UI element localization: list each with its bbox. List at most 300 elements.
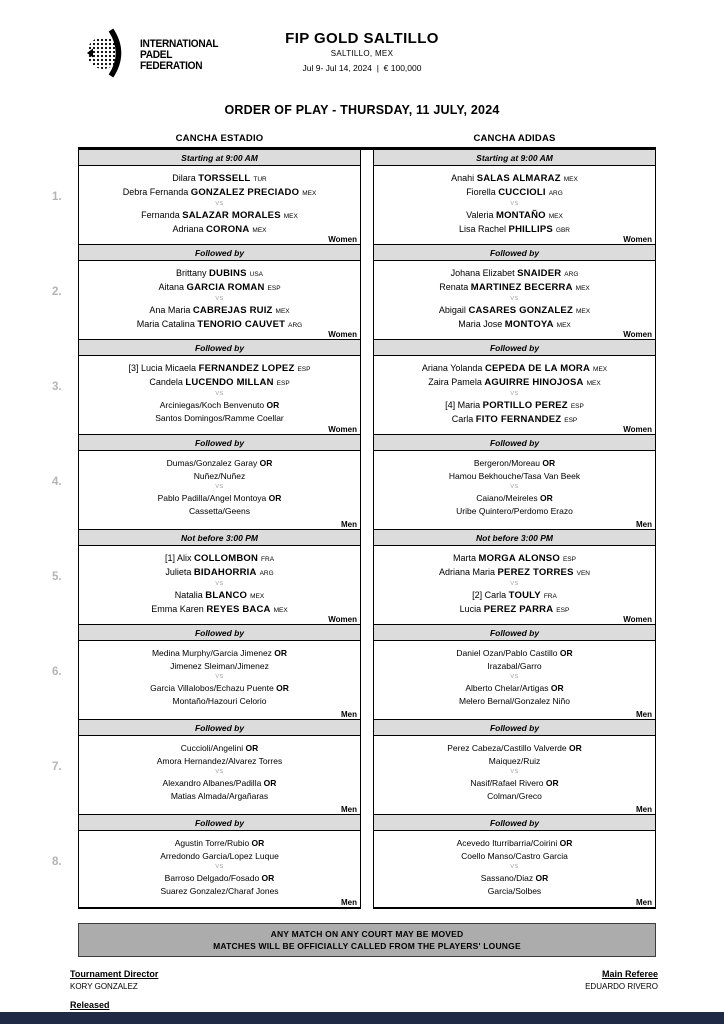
country-code: MEX [252, 227, 267, 234]
vs-label: VS [215, 391, 224, 397]
player-first-name: Carla [451, 414, 476, 424]
tournament-director-name: KORY GONZALEZ [70, 982, 138, 991]
match-number: 6. [52, 665, 62, 678]
vs-label: VS [510, 484, 519, 490]
country-code: ESP [276, 380, 290, 387]
player-line [79, 267, 360, 281]
player-last-name: CORONA [206, 224, 250, 235]
player-last-name: GARCIA ROMAN [186, 282, 265, 293]
ipf-globe-icon [84, 26, 134, 85]
player-last-name: SNAIDER [517, 268, 562, 279]
player-first-name: [2] Carla [472, 590, 509, 600]
country-code: TUR [253, 176, 267, 183]
gender-label: Men [636, 898, 652, 907]
country-code: USA [249, 271, 263, 278]
gender-label: Men [636, 520, 652, 529]
player-last-name: SALAS ALMARAZ [476, 173, 561, 184]
player-line [374, 281, 655, 295]
player-first-name: Uribe Quintero/Perdomo Erazo [456, 506, 573, 516]
player-first-name: Aitana [158, 282, 187, 292]
match-number: 7. [52, 760, 62, 773]
match-number: 8. [52, 855, 62, 868]
player-first-name: [1] Alix [164, 553, 194, 563]
player-last-name: CABREJAS RUIZ [192, 305, 273, 316]
player-last-name: MONTOYA [504, 319, 554, 330]
country-code: ARG [564, 271, 579, 278]
player-last-name: PORTILLO PEREZ [482, 400, 568, 411]
court-column-left [78, 814, 361, 909]
player-first-name: [4] Maria [445, 400, 483, 410]
player-last-name: CASARES GONZALEZ [468, 305, 573, 316]
match-cell [374, 166, 655, 244]
main-referee-label: Main Referee [601, 969, 658, 979]
qualifier-line [79, 660, 360, 673]
qualifier-line [374, 660, 655, 673]
player-line [79, 209, 360, 223]
player-last-name: SALAZAR MORALES [182, 210, 281, 221]
player-line [79, 566, 360, 580]
ipf-logo [84, 26, 225, 85]
player-first-name: Alexandro Albanes/Padilla [162, 778, 262, 788]
player-first-name: Fernanda [141, 210, 183, 220]
court-header-adidas: CANCHA ADIDAS [473, 133, 556, 144]
schedule-band: Followed by [79, 244, 360, 261]
player-first-name: Fiorella [466, 187, 499, 197]
gender-label: Women [623, 330, 652, 339]
qualifier-line [79, 457, 360, 470]
player-first-name: Lisa Rachel [459, 224, 509, 234]
player-first-name: Colman/Greco [487, 791, 542, 801]
court-column-left [78, 719, 361, 814]
player-line [79, 186, 360, 200]
player-first-name: Dilara [172, 173, 199, 183]
player-line [79, 304, 360, 318]
player-first-name: Lucia [459, 604, 484, 614]
qualifier-line [374, 695, 655, 708]
vs-label: VS [510, 201, 519, 207]
match-cell [374, 451, 655, 529]
or-label: OR [259, 873, 275, 883]
qualifier-line [374, 492, 655, 505]
country-code: ESP [562, 556, 576, 563]
vs-label: VS [215, 201, 224, 207]
player-line [79, 589, 360, 603]
schedule-band: Followed by [374, 339, 655, 356]
match-cell [374, 546, 655, 624]
player-last-name: PHILLIPS [508, 224, 553, 235]
country-code: ESP [564, 417, 578, 424]
gender-label: Women [328, 235, 357, 244]
player-first-name: Perez Cabeza/Castillo Valverde [447, 743, 567, 753]
player-last-name: COLLOMBON [193, 553, 259, 564]
player-last-name: CUCCIOLI [498, 187, 546, 198]
match-cell [79, 451, 360, 529]
player-last-name: TENORIO CAUVET [197, 319, 286, 330]
country-code: MEX [556, 322, 571, 329]
court-column-left [78, 339, 361, 434]
player-first-name: Agustin Torre/Rubio [174, 838, 250, 848]
court-column-left [78, 624, 361, 719]
qualifier-line [374, 790, 655, 803]
player-last-name: LUCENDO MILLAN [185, 377, 274, 388]
player-line [79, 362, 360, 376]
match-cell [374, 261, 655, 339]
vs-label: VS [215, 864, 224, 870]
player-last-name: TOULY [508, 590, 541, 601]
qualifier-line [79, 742, 360, 755]
match-3 [52, 339, 656, 434]
player-first-name: Candela [149, 377, 186, 387]
vs-label: VS [215, 769, 224, 775]
qualifier-line [374, 505, 655, 518]
player-last-name: MORGA ALONSO [478, 553, 560, 564]
qualifier-line [79, 837, 360, 850]
schedule-band: Followed by [79, 434, 360, 451]
match-cell [374, 356, 655, 434]
brand-line: FEDERATION [140, 60, 203, 72]
player-first-name: Renata [439, 282, 471, 292]
player-first-name: Arredondo Garcia/Lopez Luque [160, 851, 279, 861]
qualifier-line [374, 777, 655, 790]
schedule-band: Followed by [374, 814, 655, 831]
player-line [374, 209, 655, 223]
player-first-name: Garcia Villalobos/Echazu Puente [150, 683, 274, 693]
vs-label: VS [510, 391, 519, 397]
match-cell [79, 641, 360, 719]
qualifier-line [79, 790, 360, 803]
player-last-name: PEREZ TORRES [497, 567, 574, 578]
gender-label: Women [328, 615, 357, 624]
court-header-estadio: CANCHA ESTADIO [175, 133, 264, 144]
player-line [374, 186, 655, 200]
qualifier-line [79, 470, 360, 483]
country-code: FRA [543, 593, 557, 600]
or-label: OR [540, 458, 556, 468]
player-first-name: Jimenez Sleiman/Jimenez [170, 661, 269, 671]
or-label: OR [548, 683, 564, 693]
player-last-name: BLANCO [205, 590, 248, 601]
vs-label: VS [215, 581, 224, 587]
or-label: OR [264, 400, 280, 410]
qualifier-line [79, 695, 360, 708]
country-code: MEX [575, 285, 590, 292]
player-line [374, 318, 655, 332]
country-code: ESP [570, 403, 584, 410]
schedule-wrap [52, 133, 656, 909]
schedule-band: Not before 3:00 PM [79, 529, 360, 546]
ipf-wordmark [140, 39, 218, 72]
or-label: OR [566, 743, 582, 753]
country-code: MEX [275, 308, 290, 315]
or-label: OR [533, 873, 549, 883]
qualifier-line [374, 755, 655, 768]
player-line [374, 589, 655, 603]
notice-line: ANY MATCH ON ANY COURT MAY BE MOVED [270, 929, 464, 939]
player-first-name: Anahi [451, 173, 477, 183]
player-last-name: FITO FERNANDEZ [475, 414, 562, 425]
country-code: ARG [548, 190, 563, 197]
country-code: MEX [575, 308, 591, 315]
qualifier-line [374, 682, 655, 695]
or-label: OR [271, 648, 288, 658]
player-first-name: Maiquez/Ruiz [488, 756, 541, 766]
qualifier-line [374, 457, 655, 470]
schedule-band: Not before 3:00 PM [374, 529, 655, 546]
player-line [79, 318, 360, 332]
player-first-name: Emma Karen [151, 604, 207, 614]
court-column-left [78, 529, 361, 624]
match-cell [79, 356, 360, 434]
or-label: OR [537, 493, 553, 503]
court-column-left [78, 244, 361, 339]
player-last-name: GONZALEZ PRECIADO [190, 187, 300, 198]
qualifier-line [79, 505, 360, 518]
schedule-band: Starting at 9:00 AM [374, 150, 655, 166]
court-column-right [373, 529, 656, 624]
player-first-name: Medina Murphy/Garcia Jimenez [151, 648, 272, 658]
court-column-left [78, 150, 361, 244]
player-last-name: MONTAÑO [495, 210, 546, 221]
player-first-name: Caiano/Meireles [476, 493, 538, 503]
country-code: MEX [586, 380, 601, 387]
player-first-name: Julieta [165, 567, 194, 577]
released-label: Released [70, 1000, 110, 1010]
player-first-name: Sassano/Diaz [480, 873, 534, 883]
vs-label: VS [215, 674, 224, 680]
player-first-name: Melero Bernal/Gonzalez Niño [458, 696, 571, 706]
match-5 [52, 529, 656, 624]
gender-label: Women [328, 425, 357, 434]
vs-label: VS [510, 674, 519, 680]
match-cell [79, 166, 360, 244]
court-column-right [373, 624, 656, 719]
player-last-name: FERNANDEZ LOPEZ [198, 363, 295, 374]
player-last-name: REYES BACA [206, 604, 271, 615]
match-cell [79, 736, 360, 814]
qualifier-line [79, 399, 360, 412]
player-first-name: Nuñez/Nuñez [193, 471, 246, 481]
player-first-name: Dumas/Gonzalez Garay [166, 458, 258, 468]
player-line [374, 172, 655, 186]
vs-label: VS [215, 296, 224, 302]
schedule-band: Followed by [79, 339, 360, 356]
qualifier-line [79, 777, 360, 790]
player-first-name: Nasif/Rafael Rivero [470, 778, 544, 788]
main-referee-block [585, 969, 658, 991]
player-last-name: AGUIRRE HINOJOSA [484, 377, 584, 388]
player-line [374, 566, 655, 580]
player-line [79, 603, 360, 617]
player-line [79, 376, 360, 390]
schedule-band: Starting at 9:00 AM [79, 150, 360, 166]
player-first-name: Barroso Delgado/Fosado [164, 873, 260, 883]
player-first-name: Alberto Chelar/Artigas [465, 683, 549, 693]
player-first-name: Marta [453, 553, 479, 563]
match-cell [79, 261, 360, 339]
schedule-band: Followed by [374, 244, 655, 261]
gender-label: Men [636, 710, 652, 719]
country-code: VEN [576, 570, 591, 577]
qualifier-line [374, 850, 655, 863]
event-location: SALTILLO, MEX [330, 49, 394, 58]
player-line [374, 267, 655, 281]
match-8 [52, 814, 656, 909]
country-code: ARG [259, 570, 274, 577]
tournament-director-block [70, 969, 658, 991]
player-first-name: Valeria [466, 210, 496, 220]
country-code: ARG [288, 322, 303, 329]
country-code: MEX [563, 176, 578, 183]
event-dates: Jul 9- Jul 14, 2024 [302, 63, 372, 73]
player-first-name: Arciniegas/Koch Benvenuto [159, 400, 265, 410]
match-1 [52, 150, 656, 244]
qualifier-line [374, 742, 655, 755]
vs-label: VS [510, 296, 519, 302]
player-first-name: Johana Elizabet [450, 268, 518, 278]
schedule-band: Followed by [374, 624, 655, 641]
vs-label: VS [510, 769, 519, 775]
vs-label: VS [510, 864, 519, 870]
court-column-right [373, 814, 656, 909]
player-first-name: Abigail [438, 305, 469, 315]
gender-label: Men [341, 805, 357, 814]
player-line [374, 362, 655, 376]
country-code: MEX [548, 213, 563, 220]
player-line [374, 552, 655, 566]
schedule-band: Followed by [79, 814, 360, 831]
player-first-name: Natalia [174, 590, 206, 600]
player-line [79, 172, 360, 186]
player-line [374, 304, 655, 318]
player-first-name: Matias Almada/Argañaras [170, 791, 269, 801]
player-first-name: Adriana [172, 224, 206, 234]
qualifier-line [79, 850, 360, 863]
player-last-name: CEPEDA DE LA MORA [484, 363, 591, 374]
player-first-name: Daniel Ozan/Pablo Castillo [456, 648, 558, 658]
match-number: 5. [52, 570, 62, 583]
player-first-name: Hamou Bekhouche/Tasa Van Beek [448, 471, 581, 481]
player-first-name: Maria Jose [458, 319, 505, 329]
player-first-name: Adriana Maria [438, 567, 498, 577]
court-column-right [373, 339, 656, 434]
qualifier-line [374, 872, 655, 885]
or-label: OR [261, 778, 277, 788]
or-label: OR [557, 648, 573, 658]
footer-bar [0, 1012, 724, 1024]
match-cell [374, 641, 655, 719]
or-label: OR [243, 743, 259, 753]
player-first-name: Santos Domingos/Ramme Coellar [155, 413, 284, 423]
match-number: 4. [52, 475, 62, 488]
or-label: OR [557, 838, 573, 848]
schedule-band: Followed by [79, 719, 360, 736]
country-code: ESP [267, 285, 281, 292]
page-title: ORDER OF PLAY - THURSDAY, 11 JULY, 2024 [224, 103, 500, 117]
or-label: OR [249, 838, 265, 848]
player-first-name: Ana Maria [149, 305, 193, 315]
notice-line: MATCHES WILL BE OFFICIALLY CALLED FROM THE PLAYERS' LOUNGE [213, 941, 521, 951]
qualifier-line [79, 412, 360, 425]
player-first-name: Pablo Padilla/Angel Montoya [157, 493, 267, 503]
or-label: OR [273, 683, 289, 693]
brand-line: INTERNATIONAL [140, 38, 219, 50]
qualifier-line [374, 470, 655, 483]
match-number: 3. [52, 380, 62, 393]
player-line [79, 552, 360, 566]
player-first-name: Acevedo Iturribarria/Coirini [456, 838, 558, 848]
player-last-name: BIDAHORRIA [193, 567, 257, 578]
vs-label: VS [215, 484, 224, 490]
player-first-name: Coello Manso/Castro Garcia [461, 851, 568, 861]
separator: | [376, 63, 379, 73]
qualifier-line [79, 755, 360, 768]
player-first-name: Zaira Pamela [428, 377, 485, 387]
match-cell [374, 831, 655, 909]
player-first-name: Garcia/Solbes [487, 886, 542, 896]
player-first-name: Brittany [175, 268, 209, 278]
player-line [79, 281, 360, 295]
qualifier-line [79, 682, 360, 695]
country-code: MEX [593, 366, 608, 373]
qualifier-line [79, 492, 360, 505]
gender-label: Women [623, 425, 652, 434]
schedule-band: Followed by [79, 624, 360, 641]
player-first-name: Debra Fernanda [122, 187, 191, 197]
gender-label: Men [341, 898, 357, 907]
match-6 [52, 624, 656, 719]
schedule-band: Followed by [374, 434, 655, 451]
qualifier-line [79, 872, 360, 885]
player-first-name: Amora Hernandez/Alvarez Torres [156, 756, 283, 766]
or-label: OR [257, 458, 273, 468]
brand-line: PADEL [140, 49, 173, 61]
gender-label: Men [341, 520, 357, 529]
court-column-left [78, 434, 361, 529]
or-label: OR [266, 493, 282, 503]
notice-box [78, 923, 656, 957]
or-label: OR [543, 778, 559, 788]
match-2 [52, 244, 656, 339]
gender-label: Women [328, 330, 357, 339]
player-first-name: Montaño/Hazouri Celorio [172, 696, 267, 706]
event-title: FIP GOLD SALTILLO [285, 30, 439, 47]
match-number: 1. [52, 191, 62, 203]
court-column-right [373, 719, 656, 814]
match-number: 2. [52, 285, 62, 298]
match-4 [52, 434, 656, 529]
match-cell [79, 546, 360, 624]
qualifier-line [79, 647, 360, 660]
player-last-name: DUBINS [209, 268, 247, 279]
player-line [374, 376, 655, 390]
match-cell [79, 831, 360, 909]
player-first-name: Maria Catalina [136, 319, 198, 329]
gender-label: Men [341, 710, 357, 719]
gender-label: Women [623, 235, 652, 244]
player-first-name: Ariana Yolanda [421, 363, 485, 373]
player-first-name: Cassetta/Geens [189, 506, 250, 516]
player-line [79, 223, 360, 237]
tournament-director-label: Tournament Director [70, 969, 159, 979]
player-line [374, 413, 655, 427]
country-code: FRA [261, 556, 275, 563]
court-column-right [373, 434, 656, 529]
player-first-name: Suarez Gonzalez/Charaf Jones [160, 886, 279, 896]
player-last-name: MARTINEZ BECERRA [470, 282, 573, 293]
player-line [374, 399, 655, 413]
player-last-name: TORSSELL [198, 173, 251, 184]
vs-label: VS [510, 581, 519, 587]
